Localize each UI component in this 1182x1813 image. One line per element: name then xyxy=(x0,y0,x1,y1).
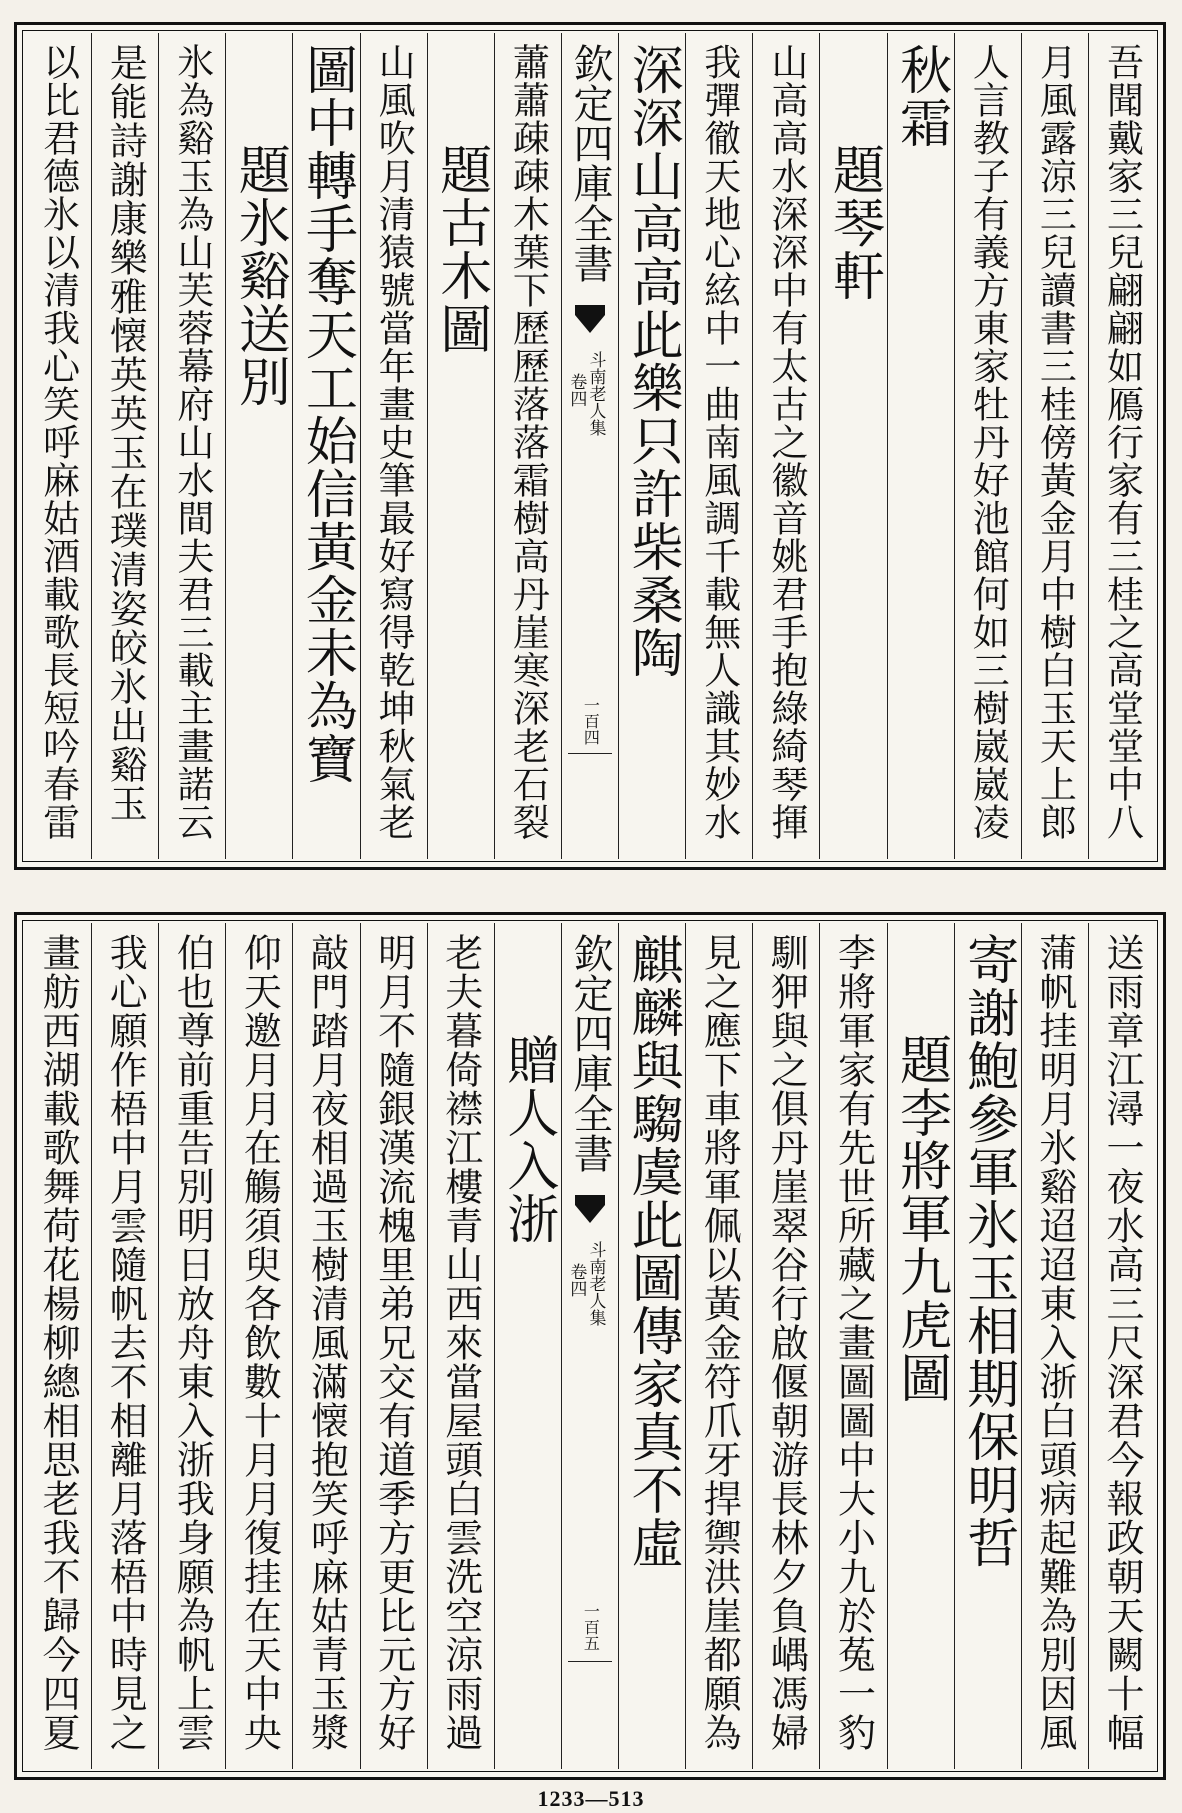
upper-leaf-column-text: 深深山高高此樂只許柴桑陶 xyxy=(622,43,683,679)
leaf-number: 一百五 xyxy=(581,1603,601,1651)
upper-leaf-column-text: 題氷谿送別 xyxy=(229,143,290,408)
upper-leaf-column xyxy=(1021,33,1088,859)
leaf-number: 一百四 xyxy=(581,697,601,745)
lower-leaf-column xyxy=(954,923,1021,1769)
book-title: 欽定四庫全書 xyxy=(567,933,614,1173)
leaf-separator xyxy=(568,1661,612,1662)
lower-leaf-center-column xyxy=(561,923,618,1769)
fishtail-mark-icon xyxy=(575,1195,605,1223)
upper-leaf-column xyxy=(360,33,427,859)
upper-leaf-column xyxy=(427,33,494,859)
upper-leaf-column xyxy=(819,33,886,859)
upper-leaf-column-text: 月風露涼三兒讀書三桂傍黃金月中樹白玉天上郎 xyxy=(1033,43,1077,841)
lower-leaf-column-text: 敲門踏月夜相過玉樹清風滿懐抱笑呼麻姑青玉漿 xyxy=(304,933,349,1752)
lower-leaf-column-text: 贈人入浙 xyxy=(497,1033,558,1245)
collection-name: 斗南老人集 xyxy=(585,1241,606,1326)
lower-leaf-column-text: 畫舫西湖載歌舞荷花楊柳總相思老我不歸今四夏 xyxy=(36,933,81,1752)
lower-leaf-column-text: 我心願作梧中月雲隨帆去不相離月落梧中時見之 xyxy=(103,933,148,1752)
lower-leaf-column-text: 見之應下車將軍佩以黃金符爪牙捍禦洪崖都願為 xyxy=(697,933,742,1752)
lower-leaf-column xyxy=(887,923,954,1769)
upper-leaf-columns xyxy=(25,33,1155,859)
lower-leaf-column-text: 李將軍家有先世所藏之畫圖圖中大小九於菟一豹 xyxy=(831,933,876,1752)
fishtail-shape xyxy=(575,1195,605,1223)
upper-leaf-column xyxy=(25,33,91,859)
upper-leaf xyxy=(14,22,1166,870)
lower-leaf-column xyxy=(819,923,886,1769)
upper-leaf-column-text: 題古木圖 xyxy=(430,143,491,355)
lower-leaf-column-text: 麒麟與騶虞此圖傳家真不虛 xyxy=(622,933,683,1569)
upper-leaf-column xyxy=(91,33,158,859)
lower-leaf-column xyxy=(25,923,91,1769)
lower-leaf xyxy=(14,912,1166,1780)
lower-leaf-column xyxy=(1021,923,1088,1769)
upper-leaf-column xyxy=(494,33,561,859)
upper-leaf-column-text: 秋霜 xyxy=(890,43,951,149)
leaf-separator xyxy=(568,753,612,754)
upper-leaf-column xyxy=(887,33,954,859)
upper-leaf-column-text: 以比君德氷以清我心笑呼麻姑酒載歌長短吟春雷 xyxy=(36,43,80,841)
upper-leaf-column xyxy=(954,33,1021,859)
book-title: 欽定四庫全書 xyxy=(567,43,614,283)
upper-leaf-column-text: 山風吹月清猿號當年畫史筆最好寫得乾坤秋氣老 xyxy=(372,43,416,841)
upper-leaf-column xyxy=(618,33,685,859)
upper-leaf-column xyxy=(292,33,359,859)
upper-leaf-column-text: 我彈徹天地心絃中一曲南風調千載無人識其妙水 xyxy=(697,43,741,841)
lower-leaf-column-text: 題李將軍九虎圖 xyxy=(890,1033,951,1404)
lower-leaf-column xyxy=(1088,923,1155,1769)
upper-leaf-column-text: 圖中轉手奪天工始信黃金未為寶 xyxy=(296,43,357,785)
lower-leaf-column-text: 寄謝鮑參軍氷玉相期保明哲 xyxy=(957,933,1018,1569)
lower-leaf-column-text: 伯也尊前重告別明日放舟東入浙我身願為帆上雲 xyxy=(170,933,215,1752)
upper-leaf-column-text: 題琴軒 xyxy=(823,143,884,302)
lower-leaf-column xyxy=(618,923,685,1769)
page-number: 1233—513 xyxy=(537,1786,645,1811)
upper-leaf-column-text: 人言教子有義方東家牡丹好池館何如三樹崴崴凌 xyxy=(966,43,1010,841)
volume-label: 卷四 xyxy=(566,373,587,407)
lower-leaf-column xyxy=(360,923,427,1769)
collection-name: 斗南老人集 xyxy=(585,351,606,436)
upper-leaf-center-column xyxy=(561,33,618,859)
lower-leaf-column xyxy=(225,923,292,1769)
lower-leaf-columns xyxy=(25,923,1155,1769)
lower-leaf-column-text: 送雨章江潯一夜水高三尺深君今報政朝天闕十幅 xyxy=(1099,933,1144,1752)
upper-leaf-column-text: 吾聞戴家三兒翩翩如鴈行家有三桂之高堂堂中八 xyxy=(1100,43,1144,841)
upper-leaf-column-text: 是能詩謝康樂雅懐英英玉在璞清姿皎氷出谿玉 xyxy=(103,43,148,823)
lower-leaf-column-text: 馴狎與之俱丹崖翠谷行啟偃朝游長林夕負嵎馮婦 xyxy=(764,933,809,1752)
lower-leaf-column xyxy=(292,923,359,1769)
upper-leaf-column xyxy=(158,33,225,859)
lower-leaf-column-text: 明月不隨銀漢流槐里弟兄交有道季方更比元方好 xyxy=(371,933,416,1752)
lower-leaf-column xyxy=(685,923,752,1769)
fishtail-mark-icon xyxy=(575,305,605,333)
upper-leaf-column-text: 氷為谿玉為山芙蓉幕府山水間夫君三載主畫諾云 xyxy=(170,43,214,841)
lower-leaf-column xyxy=(91,923,158,1769)
lower-leaf-column xyxy=(427,923,494,1769)
lower-leaf-column xyxy=(158,923,225,1769)
lower-leaf-column xyxy=(752,923,819,1769)
upper-leaf-column-text: 蕭蕭疎疎木葉下歷歷落落霜樹高丹崖寒深老石裂 xyxy=(506,43,550,841)
lower-leaf-column-text: 老夫暮倚襟江樓青山西來當屋頭白雲洗空涼雨過 xyxy=(438,933,483,1752)
upper-leaf-column xyxy=(225,33,292,859)
upper-leaf-column xyxy=(685,33,752,859)
lower-leaf-column xyxy=(494,923,561,1769)
lower-leaf-column-text: 蒲帆挂明月氷谿迢迢東入浙白頭病起難為別因風 xyxy=(1032,933,1077,1752)
upper-leaf-column xyxy=(1088,33,1155,859)
upper-leaf-column-text: 山高高水深深中有太古之徽音姚君手抱綠綺琴揮 xyxy=(764,43,808,841)
lower-leaf-column-text: 仰天邀月月在觴須臾各飲數十月月復挂在天中央 xyxy=(237,933,282,1752)
fishtail-shape xyxy=(575,305,605,333)
upper-leaf-column xyxy=(752,33,819,859)
volume-label: 卷四 xyxy=(566,1263,587,1297)
